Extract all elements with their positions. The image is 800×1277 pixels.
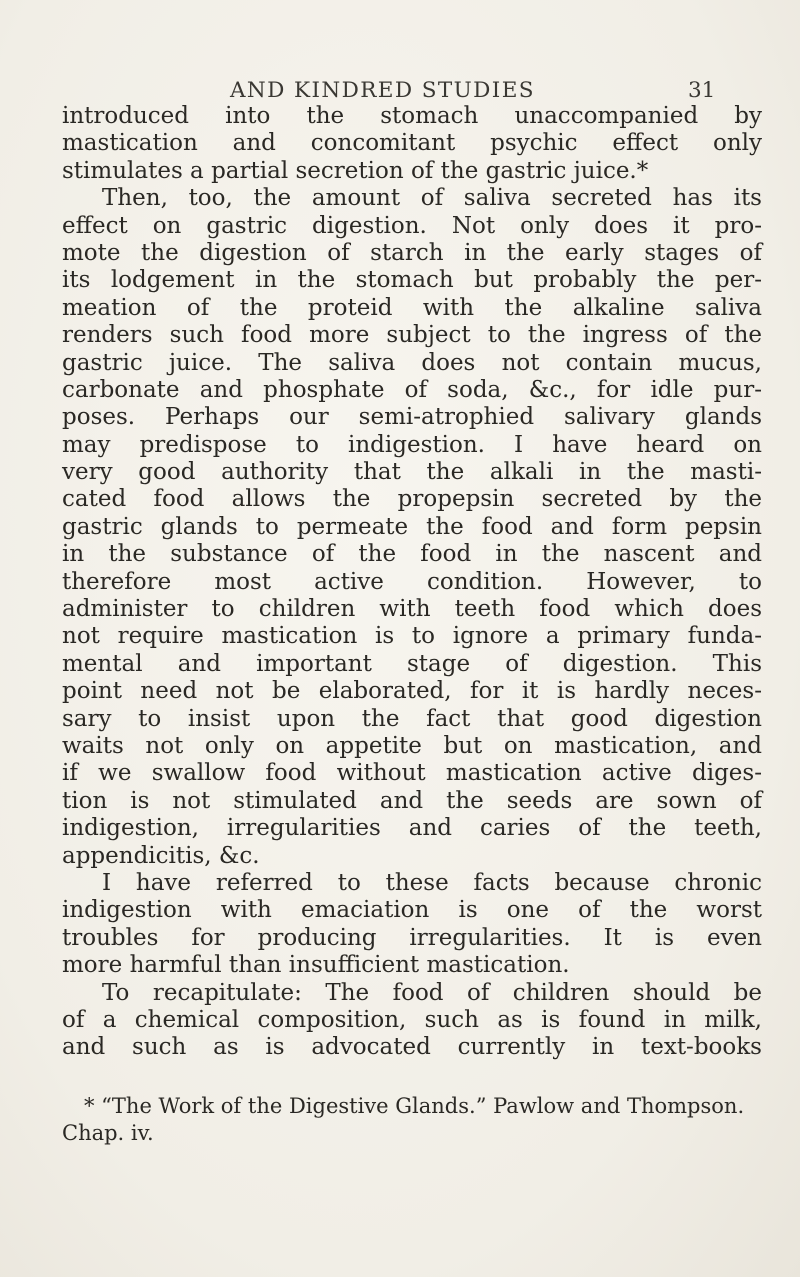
- text-line: therefore most active condition. However, to: [62, 568, 762, 595]
- text-line: not require mastication is to ignore a primary funda-: [62, 623, 762, 650]
- text-line: effect on gastric digestion. Not only does it pro-: [62, 212, 762, 239]
- text-line: waits not only on appetite but on mastication, and: [62, 732, 762, 759]
- text-line: indigestion with emaciation is one of the worst: [62, 897, 762, 924]
- text-line: mental and important stage of digestion. This: [62, 650, 762, 677]
- text-line: introduced into the stomach unaccompanied by: [62, 103, 762, 129]
- text-line: in the substance of the food in the nascent and: [62, 541, 762, 568]
- paragraph-start-line: To recapitulate: The food of children should be: [102, 979, 762, 1006]
- running-title: AND KINDRED STUDIES: [230, 78, 535, 103]
- text-line: carbonate and phosphate of soda, &c., for idle pur-: [62, 376, 762, 403]
- paragraph-start-line: Then, too, the amount of saliva secreted has its: [102, 185, 762, 212]
- body-text: [62, 103, 762, 1062]
- text-line: indigestion, irregularities and caries of the teeth,: [62, 815, 762, 842]
- text-line: very good authority that the alkali in the masti-: [62, 459, 762, 486]
- text-line: cated food allows the propepsin secreted by the: [62, 486, 762, 513]
- text-line: of a chemical composition, such as is found in milk,: [62, 1006, 762, 1033]
- text-line: point need not be elaborated, for it is hardly neces-: [62, 678, 762, 705]
- text-line: more harmful than insufficient mastication.: [62, 952, 570, 979]
- text-line: and such as is advocated currently in text-books: [62, 1034, 762, 1061]
- text-line: mastication and concomitant psychic effect only: [62, 130, 762, 157]
- footnote-line: Chap. iv.: [62, 1121, 154, 1145]
- text-line: its lodgement in the stomach but probably the per-: [62, 267, 762, 294]
- text-line: gastric juice. The saliva does not contain mucus,: [62, 349, 762, 376]
- text-line: mote the digestion of starch in the early stages of: [62, 239, 762, 266]
- text-line: gastric glands to permeate the food and form pepsin: [62, 513, 762, 540]
- text-line: administer to children with teeth food which does: [62, 596, 762, 623]
- text-line: renders such food more subject to the ingress of the: [62, 322, 762, 349]
- footnote-line: * “The Work of the Digestive Glands.” Pawlow and Thompson.: [84, 1094, 745, 1118]
- text-line: stimulates a partial secretion of the gastric juice.*: [62, 157, 649, 184]
- text-line: tion is not stimulated and the seeds are sown of: [62, 787, 762, 814]
- text-line: poses. Perhaps our semi-atrophied salivary glands: [62, 404, 762, 431]
- page-number: 31: [688, 78, 716, 103]
- text-line: troubles for producing irregularities. It is even: [62, 924, 762, 951]
- text-line: sary to insist upon the fact that good digestion: [62, 705, 762, 732]
- text-line: if we swallow food without mastication active diges-: [62, 760, 762, 787]
- text-line: appendicitis, &c.: [62, 842, 260, 869]
- text-line: may predispose to indigestion. I have heard on: [62, 431, 762, 458]
- footnote: [62, 1093, 762, 1147]
- paragraph-start-line: I have referred to these facts because chronic: [102, 869, 762, 896]
- text-line: meation of the proteid with the alkaline saliva: [62, 294, 762, 321]
